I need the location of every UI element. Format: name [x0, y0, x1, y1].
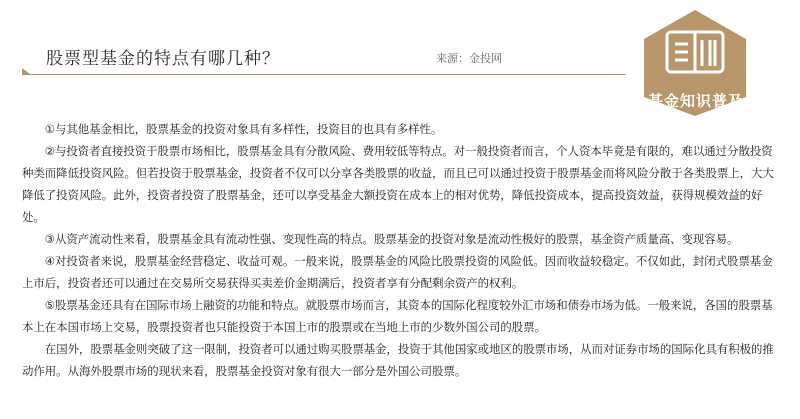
paragraph: ⑤股票基金还具有在国际市场上融资的功能和特点。就股票市场而言，其资本的国际化程度较外汇市场和债券市场为低。一般来说，各国的股票基本上在本国市场上交易，股票投资者也只能投资于本国上市的股票或在当地上市的少数外国公司的股票。 — [22, 298, 773, 334]
paragraph: ②与投资者直接投资于股票市场相比，股票基金具有分散风险、费用较低等特点。对一般投资者而言，个人资本毕竟是有限的，难以通过分散投资种类而降低投资风险。但若投资于股票基金，投资者不仅可以分享各类股票的收益，而且已可以通过投资于股票基金而将风险分散于各类股票上，大大降低了投资风险。此外，投资者投资了股票基金，还可以享受基金大额投资在成本上的相对优势，降低投资成本，提高投资效益，获得规模效益的好处。 — [22, 144, 774, 224]
title-divider — [22, 74, 626, 75]
article-title: 股票型基金的特点有哪几种？ — [46, 49, 280, 69]
paragraph: ③从资产流动性来看，股票基金具有流动性强、变现性高的特点。股票基金的投资对象是流动性极好的股票，基金资产质量高、变现容易。 — [44, 232, 739, 246]
paragraph: ①与其他基金相比，股票基金的投资对象具有多样性，投资目的也具有多样性。 — [44, 122, 443, 136]
paragraph: 在国外，股票基金则突破了这一限制，投资者可以通过购买股票基金，投资于其他国家或地区的股票市场，从而对证券市场的国际化具有积极的推动作用。从海外股票市场的现状来看，股票基金投资对象有很大一部分是外国公司股票。 — [22, 342, 774, 378]
badge-label: 基金知识普及 — [647, 92, 744, 110]
paragraph: ④对投资者来说，股票基金经营稳定、收益可观。一般来说，股票基金的风险比股票投资的风险低。因而收益较稳定。不仅如此，封闭式股票基金上市后，投资者还可以通过在交易所交易获得买卖差价金期满后，投资者享有分配剩余资产的权利。 — [22, 254, 773, 290]
article-source: 来源：金投网 — [436, 52, 502, 65]
article-body — [22, 118, 778, 382]
